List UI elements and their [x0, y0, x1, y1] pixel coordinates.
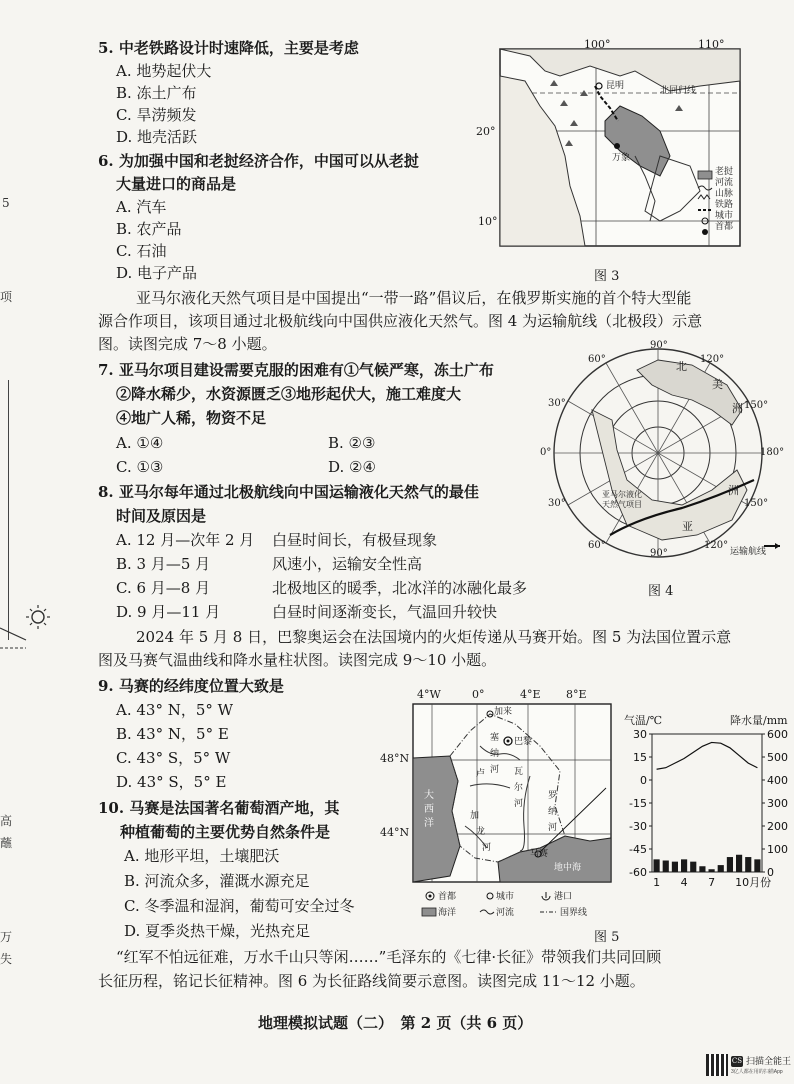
fig4-legend-route: 运输航线: [730, 547, 767, 557]
fig5-label-atlantic: 西: [424, 804, 434, 815]
temperature-tick-label: 15: [633, 751, 647, 764]
q7-option-a: A. ①④: [116, 434, 164, 452]
month-tick-label: 4: [680, 876, 688, 889]
fig5-label-garonne: 加: [470, 811, 480, 821]
watermark-sub: 3亿人都在用的扫描App: [731, 1069, 783, 1075]
fig5-label-garonne: 河: [482, 843, 492, 853]
q10-stem: 10. 马赛是法国著名葡萄酒产地，其: [98, 799, 340, 817]
precipitation-bar: [690, 862, 696, 872]
fig4-region-label: 亚: [682, 520, 693, 533]
fig3-legend-railway: 铁路: [715, 200, 734, 210]
marseille-climate-chart: [622, 712, 794, 898]
fig4-lon-label: 90°: [650, 340, 668, 351]
q6-option-c: C. 石油: [116, 242, 167, 260]
q7-option-c: C. ①③: [116, 458, 164, 476]
fig5-label-marseille: 马赛: [530, 849, 549, 859]
q8-option-d-period: D. 9 月—11 月: [116, 603, 221, 621]
precipitation-bar: [709, 869, 715, 872]
precipitation-tick-label: 400: [767, 774, 788, 787]
fig5-label-atlantic: 大: [424, 790, 434, 801]
watermark-label: 扫描全能王: [746, 1056, 792, 1066]
fig3-lon-110: 110°: [698, 38, 725, 51]
fig4-region-label: 洲: [732, 402, 743, 415]
fig5-lat-label: 44°N: [380, 826, 410, 839]
fig5-label-loire: 河: [514, 799, 524, 809]
fig4-lon-label: 150°: [744, 498, 769, 509]
figure-5-map: [380, 686, 620, 918]
precipitation-bar: [718, 865, 724, 872]
temperature-tick-label: 0: [640, 774, 647, 787]
q9-option-c: C. 43° S，5° W: [116, 749, 231, 767]
q7-stem: 7. 亚马尔项目建设需要克服的困难有①气候严寒，冻土广布: [98, 361, 494, 379]
figure-3-map: [470, 36, 758, 258]
q8-option-b-period: B. 3 月—5 月: [116, 555, 211, 573]
fig5-lon-label: 4°W: [417, 688, 441, 701]
precipitation-bar: [663, 861, 669, 873]
fig4-lon-label: 30°: [548, 398, 566, 409]
q7-stem-line2: ②降水稀少，水资源匮乏③地形起伏大，施工难度大: [116, 385, 462, 403]
precipitation-bar: [654, 859, 660, 872]
q5-option-d: D. 地壳活跃: [116, 128, 198, 146]
fig5-label-seine: 塞: [490, 733, 500, 743]
fig3-legend-capital: 首都: [715, 222, 734, 232]
intro-9-10-line2: 图及马赛气温曲线和降水量柱状图。读图完成 9～10 小题。: [98, 651, 497, 669]
month-tick-label: 1: [653, 876, 661, 889]
fig4-lon-label: 30°: [548, 498, 566, 509]
fig3-legend-laos: 老挝: [715, 167, 734, 177]
temperature-tick-label: -45: [629, 843, 647, 856]
fig5-legend-border: 国界线: [560, 908, 588, 918]
chart-frame: [652, 734, 762, 872]
q7-stem-line3: ④地广人稀，物资不足: [116, 409, 267, 427]
chart-precipitation-label: 降水量/mm: [730, 714, 788, 727]
fig5-legend-river: 河流: [496, 908, 515, 918]
fig5-label-calais: 加来: [494, 707, 513, 717]
intro-9-10-line1: 2024 年 5 月 8 日，巴黎奥运会在法国境内的火炬传递从马赛开始。图 5 为法国位置示意: [136, 628, 732, 646]
precipitation-tick-label: 0: [767, 866, 774, 879]
fig5-lon-label: 4°E: [520, 688, 541, 701]
temperature-tick-label: 30: [633, 728, 647, 741]
precipitation-tick-label: 500: [767, 751, 788, 764]
precipitation-bar: [672, 862, 678, 872]
q8-option-a-reason: 白昼时间长，有极昼现象: [272, 531, 438, 549]
q6-option-b: B. 农产品: [116, 220, 182, 238]
precipitation-tick-label: 200: [767, 820, 788, 833]
fig5-label-loire: 瓦: [514, 767, 524, 777]
fig4-lon-label: 150°: [744, 400, 769, 411]
fig4-region-label: 北: [676, 360, 687, 373]
edge-fragment: 项: [0, 290, 13, 304]
temperature-line: [657, 742, 758, 769]
fig3-label-vientiane: 万象: [612, 153, 631, 163]
q9-option-b: B. 43° N，5° E: [116, 725, 229, 743]
fig5-legend-ocean: 海洋: [438, 908, 457, 918]
precipitation-tick-label: 100: [767, 843, 788, 856]
fig4-project-label-line2: 天然气项目: [602, 500, 642, 509]
chart-temperature-label: 气温/℃: [624, 714, 663, 727]
temperature-tick-label: -15: [629, 797, 647, 810]
q8-option-c-reason: 北极地区的暖季，北冰洋的冰融化最多: [272, 579, 528, 597]
edge-fragment: 5: [2, 196, 10, 210]
fig3-legend-city: 城市: [715, 211, 734, 221]
fig5-lon-label: 0°: [472, 688, 485, 701]
fig4-lon-label: 60°: [588, 354, 606, 365]
figure-4-caption: 图 4: [648, 584, 674, 599]
q10-option-c: C. 冬季温和湿润，葡萄可安全过冬: [124, 897, 355, 915]
q9-option-a: A. 43° N，5° W: [116, 701, 234, 719]
precipitation-tick-label: 300: [767, 797, 788, 810]
q10-option-d: D. 夏季炎热干燥，光热充足: [124, 922, 311, 940]
temperature-tick-label: -60: [629, 866, 647, 879]
edge-fragment: 高: [0, 814, 13, 828]
precipitation-bar: [681, 859, 687, 872]
fig3-lat-20: 20°: [476, 125, 496, 138]
fig3-lon-100: 100°: [584, 38, 611, 51]
intro-11-12-line1: “红军不怕远征难，万水千山只等闲……”毛泽东的《七律·长征》带领我们共同回顾: [116, 948, 662, 966]
fig4-lon-label: 120°: [704, 540, 729, 551]
q10-option-a: A. 地形平坦，土壤肥沃: [124, 847, 280, 865]
intro-7-8-line3: 图。读图完成 7～8 小题。: [98, 335, 277, 353]
q6-stem: 6. 为加强中国和老挝经济合作，中国可以从老挝: [98, 152, 419, 170]
q5-option-a: A. 地势起伏大: [116, 62, 212, 80]
figure-5-caption: 图 5: [594, 930, 620, 945]
fig4-lon-label: 180°: [760, 447, 785, 458]
fig5-label-mediterranean: 地中海: [554, 863, 582, 873]
q5-option-b: B. 冻土广布: [116, 84, 197, 102]
fig4-lon-label: 90°: [650, 548, 668, 559]
fig5-lat-label: 48°N: [380, 752, 410, 765]
figure-3-caption: 图 3: [594, 269, 620, 284]
fig5-legend-port: 港口: [554, 892, 573, 902]
figure-4-map: [532, 340, 794, 565]
q7-option-b: B. ②③: [328, 434, 376, 452]
q6-stem-line2: 大量进口的商品是: [116, 175, 237, 193]
intro-11-12-line2: 长征历程，铭记长征精神。图 6 为长征路线简要示意图。读图完成 11～12 小题。: [98, 972, 645, 990]
edge-fragment: 蘸: [0, 836, 13, 850]
fig5-label-loire: 卢: [476, 769, 486, 779]
fig5-label-paris: 巴黎: [514, 737, 533, 747]
fig5-label-rhone: 河: [548, 823, 558, 833]
q10-stem-line2: 种植葡萄的主要优势自然条件是: [120, 823, 331, 841]
q8-stem: 8. 亚马尔每年通过北极航线向中国运输液化天然气的最佳: [98, 483, 479, 501]
climate-chart-plot: [622, 712, 794, 898]
fig5-label-loire: 尔: [514, 783, 524, 793]
fig5-legend-capital: 首都: [438, 892, 457, 902]
fig5-label-rhone: 罗: [548, 791, 558, 801]
precipitation-tick-label: 600: [767, 728, 788, 741]
fig3-lat-10: 10°: [478, 215, 498, 228]
q8-option-c-period: C. 6 月—8 月: [116, 579, 211, 597]
sun-icon: [0, 600, 56, 650]
fig4-lon-label: 0°: [540, 447, 552, 458]
q7-option-d: D. ②④: [328, 458, 376, 476]
fig3-legend-river: 河流: [715, 178, 734, 188]
fig5-lon-label: 8°E: [566, 688, 587, 701]
q8-stem-line2: 时间及原因是: [116, 507, 207, 525]
fig5-legend-city: 城市: [496, 892, 515, 902]
edge-fragment: 万: [0, 930, 13, 944]
precipitation-bar: [736, 855, 742, 872]
fig4-lon-label: 60°: [588, 540, 606, 551]
fig5-label-seine: 河: [490, 765, 500, 775]
fig4-project-label: 亚马尔液化: [602, 490, 642, 499]
q8-option-a-period: A. 12 月—次年 2 月: [116, 531, 255, 549]
q6-option-d: D. 电子产品: [116, 264, 198, 282]
fig4-region-label: 美: [712, 378, 723, 391]
precipitation-bar: [745, 857, 751, 872]
q8-option-b-reason: 风速小，运输安全性高: [272, 555, 423, 573]
q8-option-d-reason: 白昼时间逐渐变长，气温回升较快: [272, 603, 498, 621]
month-tick-label: 10月份: [735, 876, 772, 889]
q9-stem: 9. 马赛的经纬度位置大致是: [98, 677, 284, 695]
precipitation-bar: [699, 866, 705, 872]
fig3-label-tropic: 北回归线: [660, 86, 697, 96]
q5-option-c: C. 旱涝频发: [116, 106, 197, 124]
fig4-lon-label: 120°: [700, 354, 725, 365]
fig5-label-garonne: 龙: [476, 827, 486, 837]
qr-code-icon: [706, 1054, 728, 1076]
month-tick-label: 7: [708, 876, 716, 889]
intro-7-8-line1: 亚马尔液化天然气项目是中国提出“一带一路”倡议后，在俄罗斯实施的首个特大型能: [136, 289, 692, 307]
precipitation-bar: [754, 859, 760, 872]
fig3-label-kunming: 昆明: [606, 81, 625, 91]
fig5-label-atlantic: 洋: [424, 818, 434, 829]
page-footer: 地理模拟试题（二） 第 2 页（共 6 页）: [258, 1014, 533, 1032]
fig4-region-label: 洲: [728, 484, 739, 497]
fig5-label-rhone: 纳: [548, 807, 558, 817]
scanner-logo-icon: CS: [731, 1057, 743, 1065]
temperature-tick-label: -30: [629, 820, 647, 833]
edge-fragment: 失: [0, 952, 13, 966]
fig3-legend-mountain: 山脉: [715, 189, 734, 199]
q9-option-d: D. 43° S，5° E: [116, 773, 227, 791]
q5-stem: 5. 中老铁路设计时速降低，主要是考虑: [98, 39, 359, 57]
fig5-label-seine: 纳: [490, 749, 500, 759]
intro-7-8-line2: 源合作项目，该项目通过北极航线向中国供应液化天然气。图 4 为运输航线（北极段）示意: [98, 312, 703, 330]
precipitation-bar: [727, 857, 733, 872]
q10-option-b: B. 河流众多，灌溉水源充足: [124, 872, 310, 890]
q6-option-a: A. 汽车: [116, 198, 167, 216]
